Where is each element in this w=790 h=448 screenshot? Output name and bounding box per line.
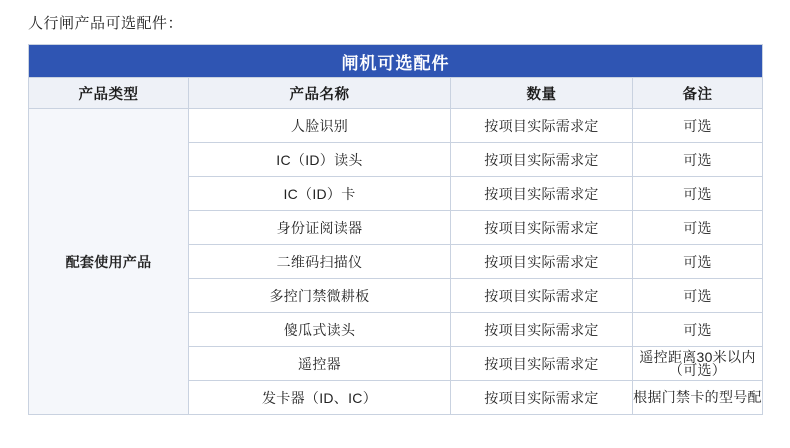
column-header-note: 备注 xyxy=(633,78,763,109)
product-quantity: 按项目实际需求定 xyxy=(451,211,633,245)
product-note: 可选 xyxy=(633,143,763,177)
column-header-name: 产品名称 xyxy=(189,78,451,109)
product-note: 可选 xyxy=(633,211,763,245)
product-quantity: 按项目实际需求定 xyxy=(451,381,633,415)
product-name: 遥控器 xyxy=(189,347,451,381)
product-quantity: 按项目实际需求定 xyxy=(451,109,633,143)
product-name: 人脸识别 xyxy=(189,109,451,143)
product-note: 可选 xyxy=(633,177,763,211)
product-name: 傻瓜式读头 xyxy=(189,313,451,347)
table-title-row xyxy=(29,45,763,78)
product-name: 多控门禁微耕板 xyxy=(189,279,451,313)
product-quantity: 按项目实际需求定 xyxy=(451,313,633,347)
product-quantity: 按项目实际需求定 xyxy=(451,347,633,381)
product-note: 根据门禁卡的型号配 xyxy=(633,381,763,415)
product-quantity: 按项目实际需求定 xyxy=(451,279,633,313)
table-title: 闸机可选配件 xyxy=(29,45,763,78)
intro-text: 人行闸产品可选配件： xyxy=(28,15,184,32)
product-name: 二维码扫描仪 xyxy=(189,245,451,279)
product-note: 可选 xyxy=(633,109,763,143)
product-name: 发卡器（ID、IC） xyxy=(189,381,451,415)
product-note: 遥控距离30米以内（可选） xyxy=(633,347,763,381)
category-cell: 配套使用产品 xyxy=(29,109,189,415)
product-note: 可选 xyxy=(633,279,763,313)
product-name: IC（ID）读头 xyxy=(189,143,451,177)
product-note: 可选 xyxy=(633,245,763,279)
product-quantity: 按项目实际需求定 xyxy=(451,177,633,211)
product-name: 身份证阅读器 xyxy=(189,211,451,245)
column-header-quantity: 数量 xyxy=(451,78,633,109)
table-header-row xyxy=(29,78,763,109)
accessories-table xyxy=(28,44,763,415)
product-quantity: 按项目实际需求定 xyxy=(451,143,633,177)
column-header-category: 产品类型 xyxy=(29,78,189,109)
product-quantity: 按项目实际需求定 xyxy=(451,245,633,279)
table-row xyxy=(29,109,763,143)
product-name: IC（ID）卡 xyxy=(189,177,451,211)
product-note: 可选 xyxy=(633,313,763,347)
